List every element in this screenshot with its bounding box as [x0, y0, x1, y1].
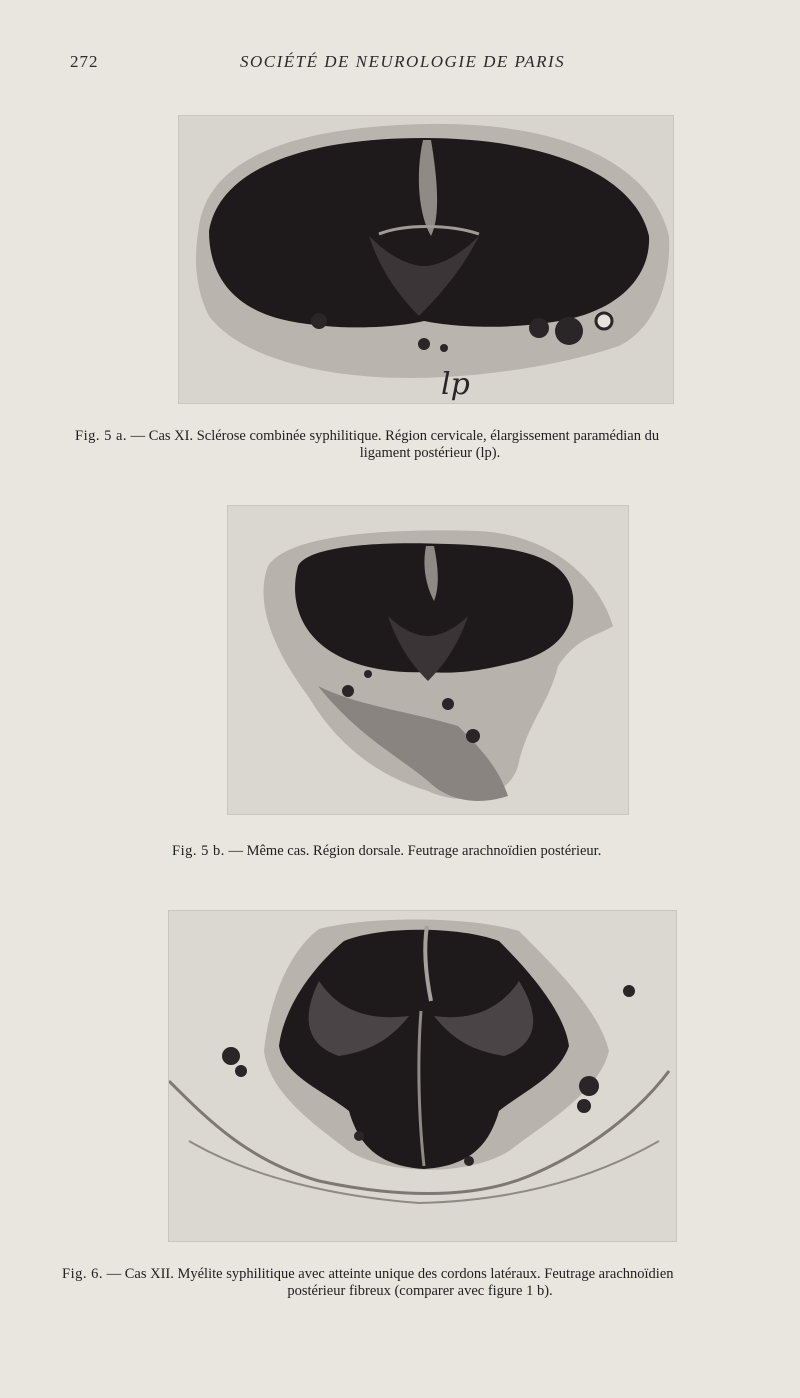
figure-6-caption — [62, 1266, 778, 1300]
figure-5b-label: Fig. 5 b. — [172, 843, 225, 859]
figure-6-caption-text: — Cas XII. Myélite syphilitique avec atteinte unique des cordons latéraux. Feutrage arachnoïdien — [106, 1266, 674, 1282]
figure-5a-caption-text: — Cas XI. Sclérose combinée syphilitique. Région cervicale, élargissement paramédian du — [130, 428, 660, 444]
figure-5b-caption — [172, 843, 692, 860]
figure-6-micrograph — [168, 910, 677, 1242]
figure-5a-caption-line2: ligament postérieur (lp). — [359, 445, 501, 461]
figure-5a-micrograph — [178, 115, 674, 404]
page-number: 272 — [70, 52, 99, 71]
figure-6-label: Fig. 6. — [62, 1266, 103, 1282]
figure-5b-micrograph — [227, 505, 629, 815]
figure-6-caption-line2: postérieur fibreux (comparer avec figure 1 b). — [287, 1283, 553, 1299]
figure-5a-annotation-lp: lp — [441, 367, 470, 402]
figure-5a-label: Fig. 5 a. — [75, 428, 128, 444]
page-header — [0, 52, 800, 78]
running-title: SOCIÉTÉ DE NEUROLOGIE DE PARIS — [240, 52, 566, 71]
figure-5a-caption — [75, 428, 785, 462]
figure-5b-caption-text: — Même cas. Région dorsale. Feutrage arachnoïdien postérieur. — [228, 843, 602, 859]
